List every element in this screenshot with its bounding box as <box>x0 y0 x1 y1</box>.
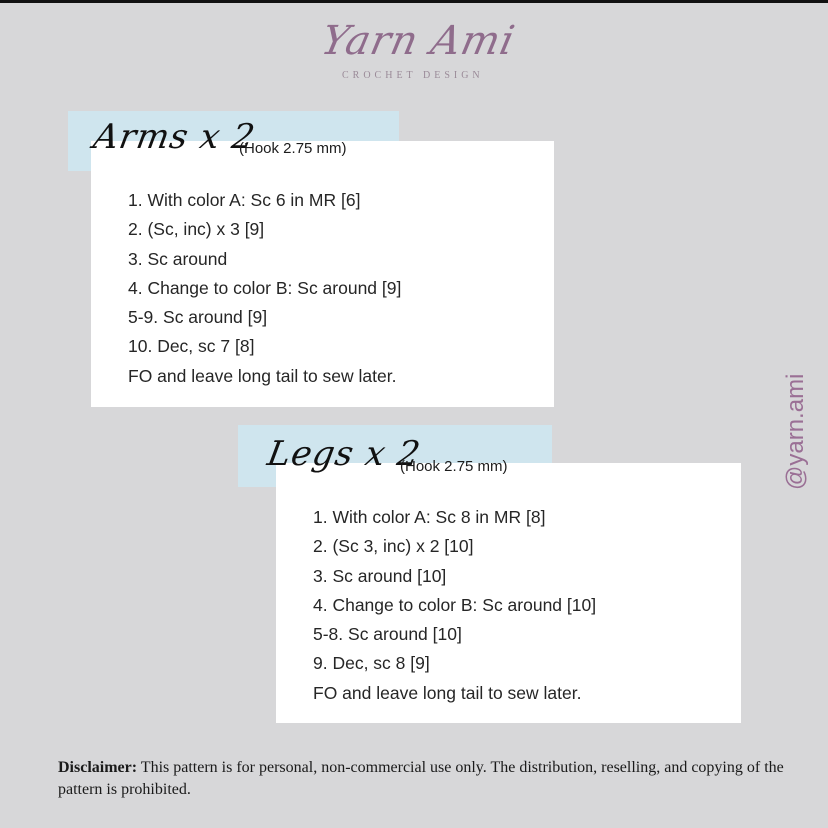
disclaimer-label: Disclaimer: <box>58 759 138 776</box>
social-handle-watermark: @yarn.ami <box>782 373 809 490</box>
arms-title: Arms x 2 <box>90 117 259 157</box>
instruction-line: 2. (Sc 3, inc) x 2 [10] <box>313 536 474 557</box>
instruction-line: 9. Dec, sc 8 [9] <box>313 653 430 674</box>
logo-subtitle: CROCHET DESIGN <box>342 70 484 81</box>
legs-instructions <box>313 503 596 708</box>
brand-logo <box>300 14 530 89</box>
instruction-line: 3. Sc around <box>128 248 228 269</box>
instruction-line: 1. With color A: Sc 6 in MR [6] <box>128 190 361 210</box>
disclaimer <box>58 757 788 801</box>
instruction-line: 4. Change to color B: Sc around [9] <box>128 277 402 298</box>
instruction-line: FO and leave long tail to sew later. <box>128 365 397 386</box>
legs-hook-size: (Hook 2.75 mm) <box>400 458 508 475</box>
instruction-line: 1. With color A: Sc 8 in MR [8] <box>313 507 546 527</box>
instruction-line: 4. Change to color B: Sc around [10] <box>313 594 597 615</box>
top-border <box>0 0 828 3</box>
legs-title: Legs x 2 <box>264 434 424 474</box>
arms-instructions <box>128 186 401 391</box>
instruction-line: FO and leave long tail to sew later. <box>313 682 582 703</box>
logo-script: Yarn Ami <box>317 18 520 64</box>
instruction-line: 3. Sc around [10] <box>313 565 447 586</box>
instruction-line: 2. (Sc, inc) x 3 [9] <box>128 219 265 240</box>
disclaimer-text: This pattern is for personal, non-commercial use only. The distribution, reselling, and copying of the pattern is prohibited. <box>58 759 784 798</box>
instruction-line: 10. Dec, sc 7 [8] <box>128 336 255 357</box>
instruction-line: 5-9. Sc around [9] <box>128 307 268 328</box>
instruction-line: 5-8. Sc around [10] <box>313 624 462 645</box>
arms-hook-size: (Hook 2.75 mm) <box>239 140 347 157</box>
